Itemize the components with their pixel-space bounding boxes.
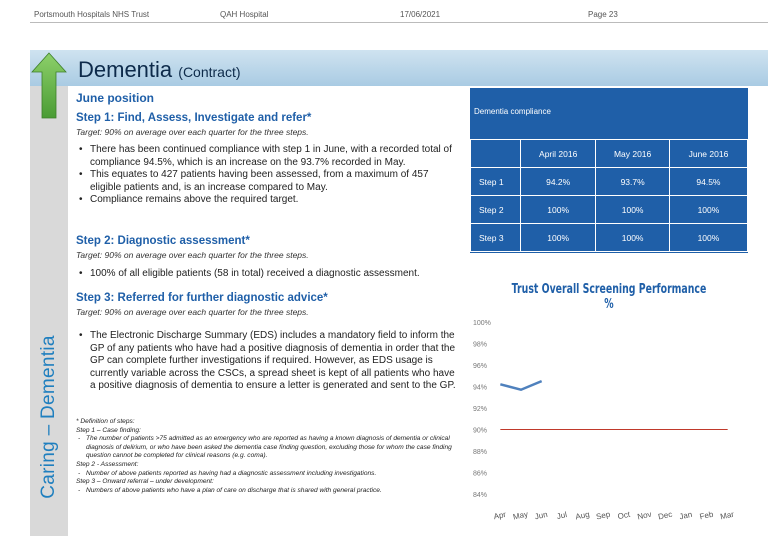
header-site: QAH Hospital xyxy=(220,10,269,19)
header-org: Portsmouth Hospitals NHS Trust xyxy=(34,10,150,19)
y-tick-label: 90% xyxy=(473,427,488,435)
row-label: Step 1 xyxy=(471,168,521,196)
table-row xyxy=(471,224,748,252)
y-tick-label: 100% xyxy=(473,320,491,327)
table-cell: 100% xyxy=(669,196,747,224)
x-tick-label: Dec xyxy=(657,509,674,522)
step1-title: Step 1: Find, Assess, Investigate and refer* xyxy=(76,112,312,124)
footnote-line: - The number of patients >75 admitted as an emergency who are reported as having a known diagnosis of dementia or clinical diagnosis of delirium, or who have been asked the dementia case finding question, excluding those for whom the case finding question cannot be completed for clinical reasons (e.g. coma). xyxy=(76,435,458,461)
compliance-table xyxy=(470,139,748,252)
screening-performance-chart xyxy=(470,272,750,527)
footnote xyxy=(76,418,458,495)
table-row xyxy=(471,168,748,196)
table-corner xyxy=(471,140,521,168)
x-tick-label: Jun xyxy=(533,509,549,522)
up-arrow-icon xyxy=(30,50,68,120)
y-tick-label: 86% xyxy=(473,470,488,478)
y-tick-label: 98% xyxy=(473,341,488,349)
x-tick-label: Aug xyxy=(574,509,591,522)
list-item: • This equates to 427 patients having been assessed, from a maximum of 457 eligible patients and, is an increase compared to May. xyxy=(76,169,458,194)
step3-bullets xyxy=(76,330,458,393)
header-date: 17/06/2021 xyxy=(400,10,441,19)
title-sub: (Contract) xyxy=(178,64,241,80)
step2-target: Target: 90% on average over each quarter for the three steps. xyxy=(76,250,309,260)
title-main: Dementia xyxy=(78,57,173,82)
y-tick-label: 84% xyxy=(473,492,488,499)
list-item: • There has been continued compliance with step 1 in June, with a recorded total of compliance 94.5%, which is an increase on the 93.7% recorded in May. xyxy=(76,144,458,169)
list-item: • Compliance remains above the required target. xyxy=(76,194,458,207)
table-cell: 94.2% xyxy=(521,168,596,196)
footnote-line: Step 3 – Onward referral – under development: xyxy=(76,478,214,486)
x-tick-label: Mar xyxy=(719,509,735,522)
row-label: Step 3 xyxy=(471,224,521,252)
list-item: • The Electronic Discharge Summary (EDS) includes a mandatory field to inform the GP of any patients who have had a positive diagnosis of dementia in order that the GP can complete further investigations if required. However, as EDS usage is currently variable across the CSCs, a spread sheet is kept of all patients who have a positive diagnosis of dementia to ensure a letter is generated and sent to the GP. xyxy=(76,330,458,393)
column-header: May 2016 xyxy=(596,140,670,168)
footnote-line: Step 1 – Case finding: xyxy=(76,426,141,434)
footnote-line: * Definition of steps: xyxy=(76,418,135,425)
table-cell: 100% xyxy=(669,224,747,252)
x-tick-label: May xyxy=(512,509,529,522)
step3-target: Target: 90% on average over each quarter for the three steps. xyxy=(76,307,309,317)
column-header: April 2016 xyxy=(521,140,596,168)
header-page: Page 23 xyxy=(588,10,618,19)
table-cell: 94.5% xyxy=(669,168,747,196)
step3-title: Step 3: Referred for further diagnostic advice* xyxy=(76,292,328,304)
table-cell: 100% xyxy=(596,224,670,252)
table-row xyxy=(471,196,748,224)
x-tick-label: Nov xyxy=(636,509,653,522)
footnote-line: - Numbers of above patients who have a plan of care on discharge that is shared with general practice. xyxy=(76,487,458,496)
row-label: Step 2 xyxy=(471,196,521,224)
x-tick-label: Jul xyxy=(555,510,568,522)
table-cell: 93.7% xyxy=(596,168,670,196)
step1-bullets xyxy=(76,144,458,207)
chart-title: Trust Overall Screening Performance % xyxy=(511,282,707,312)
side-title xyxy=(32,302,66,532)
table-header-row xyxy=(471,140,748,168)
y-tick-label: 96% xyxy=(473,363,488,370)
x-tick-label: Oct xyxy=(616,509,631,522)
header-divider xyxy=(30,22,768,23)
y-tick-label: 94% xyxy=(473,384,488,392)
footnote-line: - Number of above patients reported as having had a diagnostic assessment including investigations. xyxy=(76,470,458,479)
table-cell: 100% xyxy=(596,196,670,224)
step2-bullets xyxy=(76,268,458,281)
compliance-caption: Dementia compliance xyxy=(474,107,551,116)
june-position-heading: June position xyxy=(76,91,154,105)
x-tick-label: Apr xyxy=(492,509,507,522)
table-cell: 100% xyxy=(521,196,596,224)
x-tick-label: Jan xyxy=(678,509,694,522)
step2-title: Step 2: Diagnostic assessment* xyxy=(76,235,250,247)
column-header: June 2016 xyxy=(669,140,747,168)
table-cell: 100% xyxy=(521,224,596,252)
side-title-text: Caring – Dementia xyxy=(38,335,59,499)
y-tick-label: 92% xyxy=(473,406,488,413)
x-tick-label: Sep xyxy=(595,509,612,522)
list-item: • 100% of all eligible patients (58 in total) received a diagnostic assessment. xyxy=(76,268,458,281)
series-line-performance xyxy=(500,381,541,390)
page-title xyxy=(78,57,241,83)
footnote-line: Step 2 - Assessment: xyxy=(76,460,139,468)
x-tick-label: Feb xyxy=(698,509,715,522)
y-tick-label: 88% xyxy=(473,449,488,456)
step1-target: Target: 90% on average over each quarter for the three steps. xyxy=(76,127,309,137)
